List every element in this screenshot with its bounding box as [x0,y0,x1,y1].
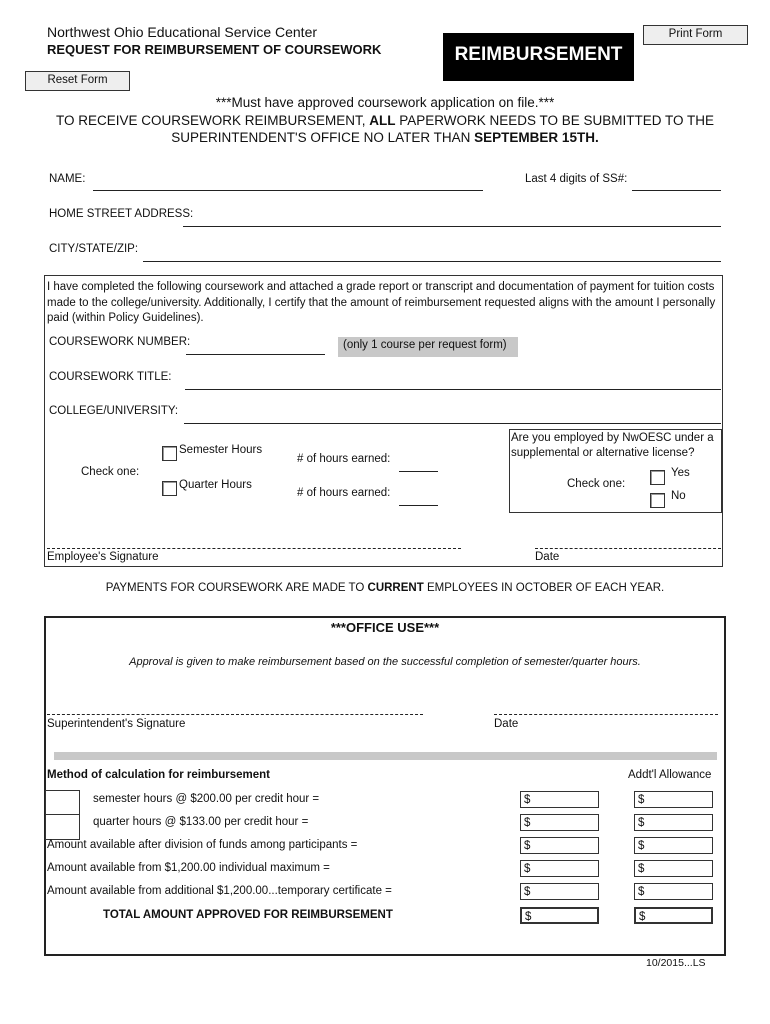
semester-hours-checkbox[interactable] [162,446,177,461]
reset-form-button[interactable]: Reset Form [25,71,130,91]
employee-date-line[interactable] [535,548,721,549]
approval-notice: ***Must have approved coursework application on file.*** [215,95,555,110]
yes-label: Yes [671,467,690,479]
deadline-notice-line2 [0,113,770,128]
calc-row-individual-max: Amount available from $1,200.00 individual maximum = [47,862,330,874]
division-addtl-field[interactable]: $ [634,837,713,854]
individual-max-addtl-field[interactable]: $ [634,860,713,877]
employee-signature-line[interactable] [47,548,461,549]
deadline-text-c: SUPERINTENDENT'S OFFICE NO LATER THAN [171,130,475,145]
deadline-notice-line3 [0,130,770,145]
coursework-number-label: COURSEWORK NUMBER: [49,336,191,348]
quarter-amount-field[interactable]: $ [520,814,599,831]
coursework-number-field[interactable] [186,354,325,355]
org-name: Northwest Ohio Educational Service Center [47,24,318,40]
semester-amount-field[interactable]: $ [520,791,599,808]
superintendent-date-label: Date [494,718,519,730]
total-addtl-field[interactable]: $ [634,907,713,924]
college-field[interactable] [184,423,721,424]
form-title: REQUEST FOR REIMBURSEMENT OF COURSEWORK [47,42,382,57]
quarter-hours-earned-field[interactable] [399,505,438,506]
coursework-title-label: COURSEWORK TITLE: [49,371,172,383]
semester-addtl-field[interactable]: $ [634,791,713,808]
quarter-hours-earned-label: # of hours earned: [297,487,391,499]
address-field[interactable] [183,226,721,227]
payments-note [0,582,770,594]
no-label: No [671,490,686,502]
calc-row-quarter: quarter hours @ $133.00 per credit hour = [93,816,309,828]
print-form-button[interactable]: Print Form [643,25,748,45]
check-one-label: Check one: [81,466,140,478]
approval-statement: Approval is given to make reimbursement based on the successful completion of semester/quarter hours. [129,656,641,668]
semester-hours-earned-label: # of hours earned: [297,453,391,465]
employment-question: Are you employed by NwOESC under a supplemental or alternative license? [511,432,714,459]
semester-hours-count-field[interactable] [45,790,80,816]
deadline-date: SEPTEMBER 15TH. [474,130,599,145]
calc-row-temporary: Amount available from additional $1,200.00...temporary certificate = [47,885,392,897]
quarter-hours-label: Quarter Hours [179,479,252,491]
address-label: HOME STREET ADDRESS: [49,208,194,220]
office-use-title: ***OFFICE USE*** [330,620,440,635]
semester-hours-earned-field[interactable] [399,471,438,472]
calc-row-division: Amount available after division of funds among participants = [47,839,358,851]
reimbursement-badge: REIMBURSEMENT [443,33,634,81]
calc-row-semester: semester hours @ $200.00 per credit hour = [93,793,320,805]
certification-text: I have completed the following coursework and attached a grade report or transcript and documentation of payment for tuition costs made to the college/university. Additionally, I certify that the amount of reimbursement requested aligns with the amount I personally paid (within Policy Guidelines). [47,281,716,324]
name-field[interactable] [93,190,483,191]
semester-hours-label: Semester Hours [179,444,263,456]
no-checkbox[interactable] [650,493,665,508]
deadline-text-b: PAPERWORK NEEDS TO BE SUBMITTED TO THE [395,113,715,128]
ss-label: Last 4 digits of SS#: [525,173,628,185]
quarter-addtl-field[interactable]: $ [634,814,713,831]
addtl-allowance-label: Addt'l Allowance [628,769,712,781]
individual-max-amount-field[interactable]: $ [520,860,599,877]
calc-row-total: TOTAL AMOUNT APPROVED FOR REIMBURSEMENT [103,909,393,921]
total-amount-field[interactable]: $ [520,907,599,924]
temporary-addtl-field[interactable]: $ [634,883,713,900]
payments-text-a: PAYMENTS FOR COURSEWORK ARE MADE TO [105,582,368,594]
one-course-note: (only 1 course per request form) [338,337,518,357]
coursework-title-field[interactable] [185,389,721,390]
temporary-amount-field[interactable]: $ [520,883,599,900]
division-amount-field[interactable]: $ [520,837,599,854]
footer-code: 10/2015...LS [646,957,706,969]
payments-text-b: EMPLOYEES IN OCTOBER OF EACH YEAR. [423,582,665,594]
superintendent-signature-line[interactable] [47,714,423,715]
deadline-text-a: TO RECEIVE COURSEWORK REIMBURSEMENT, [55,113,370,128]
method-label: Method of calculation for reimbursement [47,769,270,781]
quarter-hours-count-field[interactable] [45,814,80,840]
payments-text-current: CURRENT [367,582,424,594]
yes-checkbox[interactable] [650,470,665,485]
name-label: NAME: [49,173,86,185]
city-label: CITY/STATE/ZIP: [49,243,139,255]
employee-date-label: Date [535,551,560,563]
ss-field[interactable] [632,190,721,191]
superintendent-signature-label: Superintendent's Signature [47,718,186,730]
city-state-zip-field[interactable] [143,261,721,262]
deadline-text-all: ALL [369,113,396,128]
divider-bar [54,752,717,760]
quarter-hours-checkbox[interactable] [162,481,177,496]
superintendent-date-line[interactable] [494,714,718,715]
employee-signature-label: Employee's Signature [47,551,159,563]
college-label: COLLEGE/UNIVERSITY: [49,405,179,417]
employment-check-one-label: Check one: [567,478,626,490]
